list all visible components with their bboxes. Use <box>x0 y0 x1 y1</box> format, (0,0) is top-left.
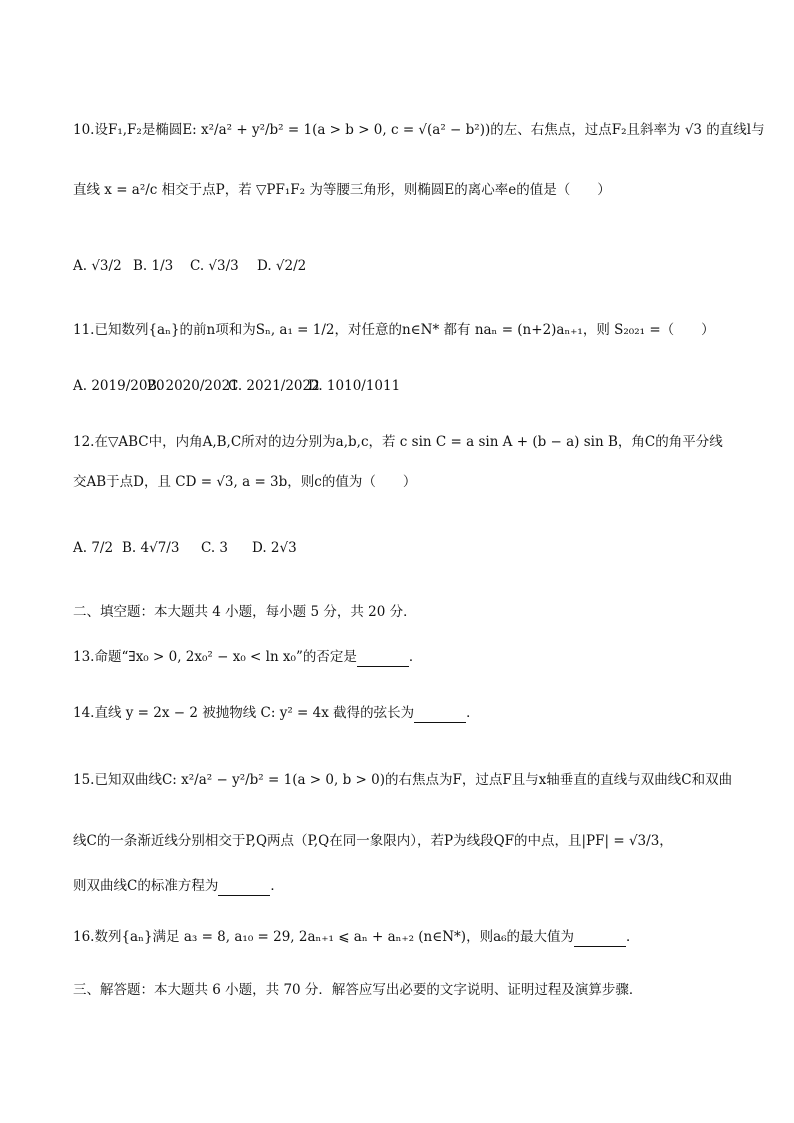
question-11-option-b: B. 2020/2021 <box>147 378 239 394</box>
question-12-option-c: C. 3 <box>201 540 229 556</box>
answer-blank <box>414 708 466 723</box>
question-11-option-c: C. 2021/2022 <box>228 378 320 394</box>
question-10-option-c: C. √3/3 <box>190 258 239 274</box>
question-15-line3-text: 则双曲线C的标准方程为 <box>73 878 219 894</box>
question-15-line2: 线C的一条渐近线分别相交于P,Q两点（P,Q在同一象限内），若P为线段QF的中点，且|PF| = √3/3， <box>73 833 673 849</box>
question-14 <box>73 703 480 723</box>
question-11-option-a: A. 2019/2020 <box>73 378 165 394</box>
question-16-text: 16.数列{aₙ}满足 a₃ = 8, a₁₀ = 29, 2aₙ₊₁ ⩽ aₙ + aₙ₊₂ (n∈N*)，则a₆的最大值为 <box>73 929 575 945</box>
question-14-text: 14.直线 y = 2x − 2 被抛物线 C: y² = 4x 截得的弦长为 <box>73 705 415 721</box>
question-10-line1: 10.设F₁,F₂是椭圆E: x²/a² + y²/b² = 1(a > b > 0, c = √(a² − b²))的左、右焦点，过点F₂且斜率为 √3 的直线l与 <box>73 122 765 138</box>
question-13 <box>73 647 422 667</box>
question-11-option-d: D. 1010/1011 <box>308 378 401 394</box>
question-12-line1: 12.在▽ABC中，内角A,B,C所对的边分别为a,b,c，若 c sin C = a sin A + (b − a) sin B，角C的角平分线 <box>73 434 723 450</box>
question-11-line1: 11.已知数列{aₙ}的前n项和为Sₙ, a₁ = 1/2，对任意的n∈N* 都有 naₙ = (n+2)aₙ₊₁，则 S₂₀₂₁ =（ ） <box>73 322 715 338</box>
question-16 <box>73 927 640 947</box>
section-fill-in-heading: 二、填空题：本大题共 4 小题，每小题 5 分，共 20 分． <box>73 604 417 620</box>
question-15-line1: 15.已知双曲线C: x²/a² − y²/b² = 1(a > 0, b > 0)的右焦点为F，过点F且与x轴垂直的直线与双曲线C和双曲 <box>73 772 733 788</box>
question-10-option-d: D. √2/2 <box>257 258 307 274</box>
question-10-option-b: B. 1/3 <box>133 258 174 274</box>
question-15-line3 <box>73 876 284 896</box>
question-12-option-a: A. 7/2 <box>73 540 114 556</box>
question-10-option-a: A. √3/2 <box>73 258 122 274</box>
answer-blank <box>218 881 270 896</box>
question-12-line2: 交AB于点D，且 CD = √3, a = 3b，则c的值为（ ） <box>73 474 417 490</box>
period: ． <box>626 929 640 945</box>
period: ． <box>270 878 284 894</box>
answer-blank <box>357 652 409 667</box>
period: ． <box>408 649 423 665</box>
question-13-text: 13.命题“∃x₀ > 0, 2x₀² − x₀ < ln x₀”的否定是 <box>73 649 357 665</box>
question-12-option-d: D. 2√3 <box>252 540 297 556</box>
period: ． <box>466 705 480 721</box>
question-12-option-b: B. 4√7/3 <box>122 540 180 556</box>
question-10-line2: 直线 x = a²/c 相交于点P，若 ▽PF₁F₂ 为等腰三角形，则椭圆E的离心率e的值是（ ） <box>73 182 611 198</box>
answer-blank <box>574 932 626 947</box>
section-solution-heading: 三、解答题：本大题共 6 小题，共 70 分．解答应写出必要的文字说明、证明过程及演算步骤． <box>73 982 643 998</box>
